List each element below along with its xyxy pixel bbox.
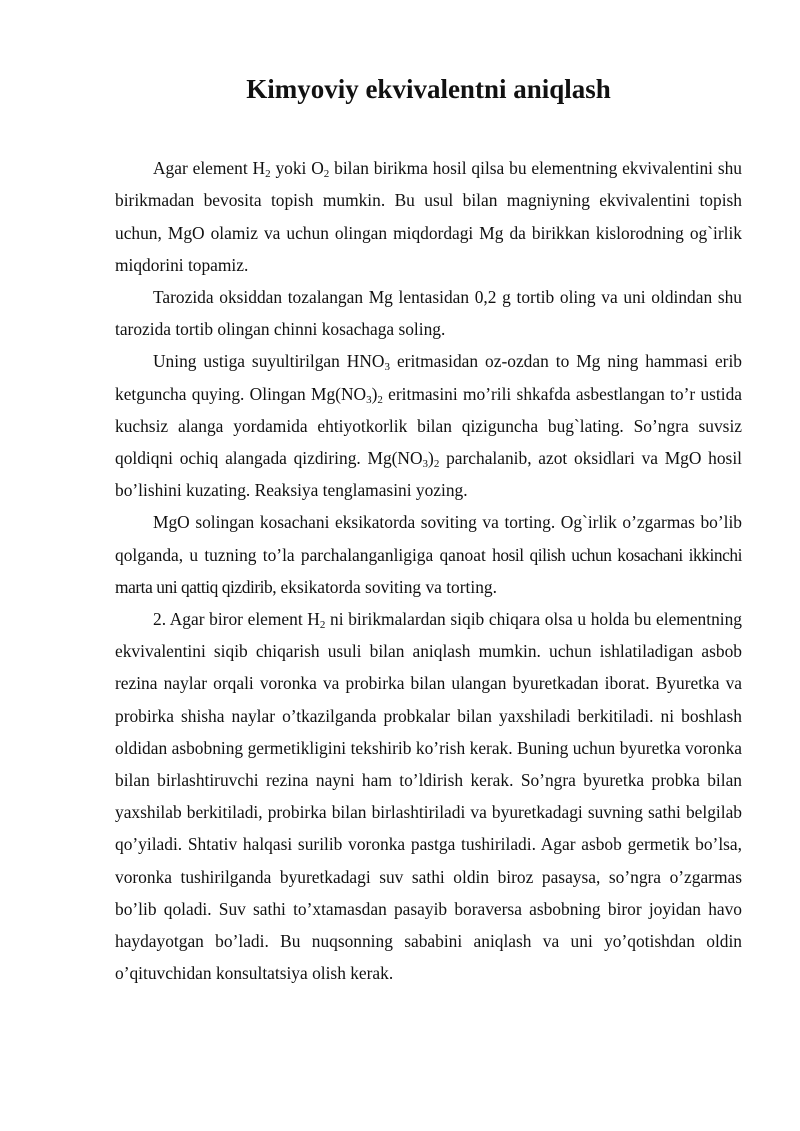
paragraph-5 — [115, 603, 742, 989]
p1-sub-1: 2 — [265, 168, 271, 181]
p3-text-e: ) — [428, 447, 434, 468]
p3-text-c: ) — [371, 383, 378, 404]
p4-text-b-condensed: hosil qilish uchun kosachani ikkinchi marta uni qattiq qizdirib, — [115, 544, 743, 597]
p5-text-a: 2. Agar biror element H — [153, 608, 320, 629]
p3-text-b: eritmasidan oz-ozdan to Mg ning hammasi erib ketguncha quying. Olingan Mg(NO — [115, 351, 743, 404]
page-title: Kimyoviy ekvivalentni aniqlash — [246, 74, 611, 104]
p3-sub-3: 2 — [377, 393, 383, 406]
p1-text-a: Agar element H — [153, 158, 266, 179]
paragraph-2: Tarozida oksiddan tozalangan Mg lentasidan 0,2 g tortib oling va uni oldindan shu tarozida tortib olingan chinni kosachaga soling. — [115, 286, 742, 340]
p3-sub-5: 2 — [433, 457, 440, 470]
paragraph-3 — [115, 345, 742, 506]
paragraph-4 — [115, 506, 742, 603]
p4-text-c: eksikatorda soviting va torting. — [276, 576, 497, 597]
p3-text-f: parchalanib, azot oksidlari va MgO hosil bo’lishini kuzating. Reaksiya tenglamasini yozing. — [115, 447, 742, 501]
paragraph-1 — [115, 152, 742, 281]
p5-sub-1: 2 — [319, 618, 326, 631]
p4-text-a: MgO solingan kosachani eksikatorda soviting va torting. Og`irlik o’zgarmas bo’lib qolganda, u tuzning to’la parchalanganligiga qanoat — [115, 512, 742, 565]
p3-sub-2: 3 — [366, 393, 372, 406]
p5-text-b: ni birikmalardan siqib chiqara olsa u holda bu elementning ekvivalentini siqib chiqarish usuli bilan aniqlash mumkin. uchun ishlatiladigan asbob rezina naylar orqali voronka va probirka bilan ulangan byuretkadan iborat. Byuretka va probirka shisha naylar o’tkazilganda probkalar bilan yaxshiladi berkitiladi. ni boshlash oldidan asbobning germetikligini tekshirib ko’rish kerak. Buning uchun byuretka voronka bilan birlashtiruvchi rezina nayni ham to’ldirish kerak. So’ngra byuretka probka bilan yaxshilab berkitiladi, probirka bilan birlashtiriladi va byuretkadagi suvning sathi belgilab qo’yiladi. Shtativ halqasi surilib voronka pastga tushiriladi. Agar asbob germetik bo’lsa, voronka tushirilganda byuretkadagi suv sathi oldin biroz pasaysa, so’ngra o’zgarmas bo’lib qoladi. Suv sathi to’xtamasdan pasayib boraversa asbobning biror joyidan havo haydayotgan bo’ladi. Bu nuqsonning sababini aniqlash va uni yo’qotishdan oldin o’qituvchidan konsultatsiya olish kerak. — [115, 608, 742, 984]
p3-text-d: eritmasini mo’rili shkafda asbestlangan to’r ustida kuchsiz alanga yordamida ehtiyotkorlik bilan qiziguncha bug`lating. So’ngra suvsiz qoldiqni ochiq alangada qizdiring. Mg(NO — [115, 383, 742, 468]
p1-text-c: bilan birikma hosil qilsa bu elementning ekvivalentini shu birikmadan bevosita topish mumkin. Bu usul bilan magniyning ekvivalentini topish uchun, MgO olamiz va uchun olingan miqdordagi Mg da birikkan kislorodning og`irlik miqdorini topamiz. — [115, 158, 742, 275]
p3-sub-1: 3 — [384, 361, 390, 374]
p1-sub-2: 2 — [323, 168, 330, 181]
p3-sub-4: 3 — [422, 457, 429, 470]
p1-text-b: yoki O — [270, 158, 324, 179]
p3-text-a: Uning ustiga suyultirilgan HNO — [153, 351, 385, 372]
